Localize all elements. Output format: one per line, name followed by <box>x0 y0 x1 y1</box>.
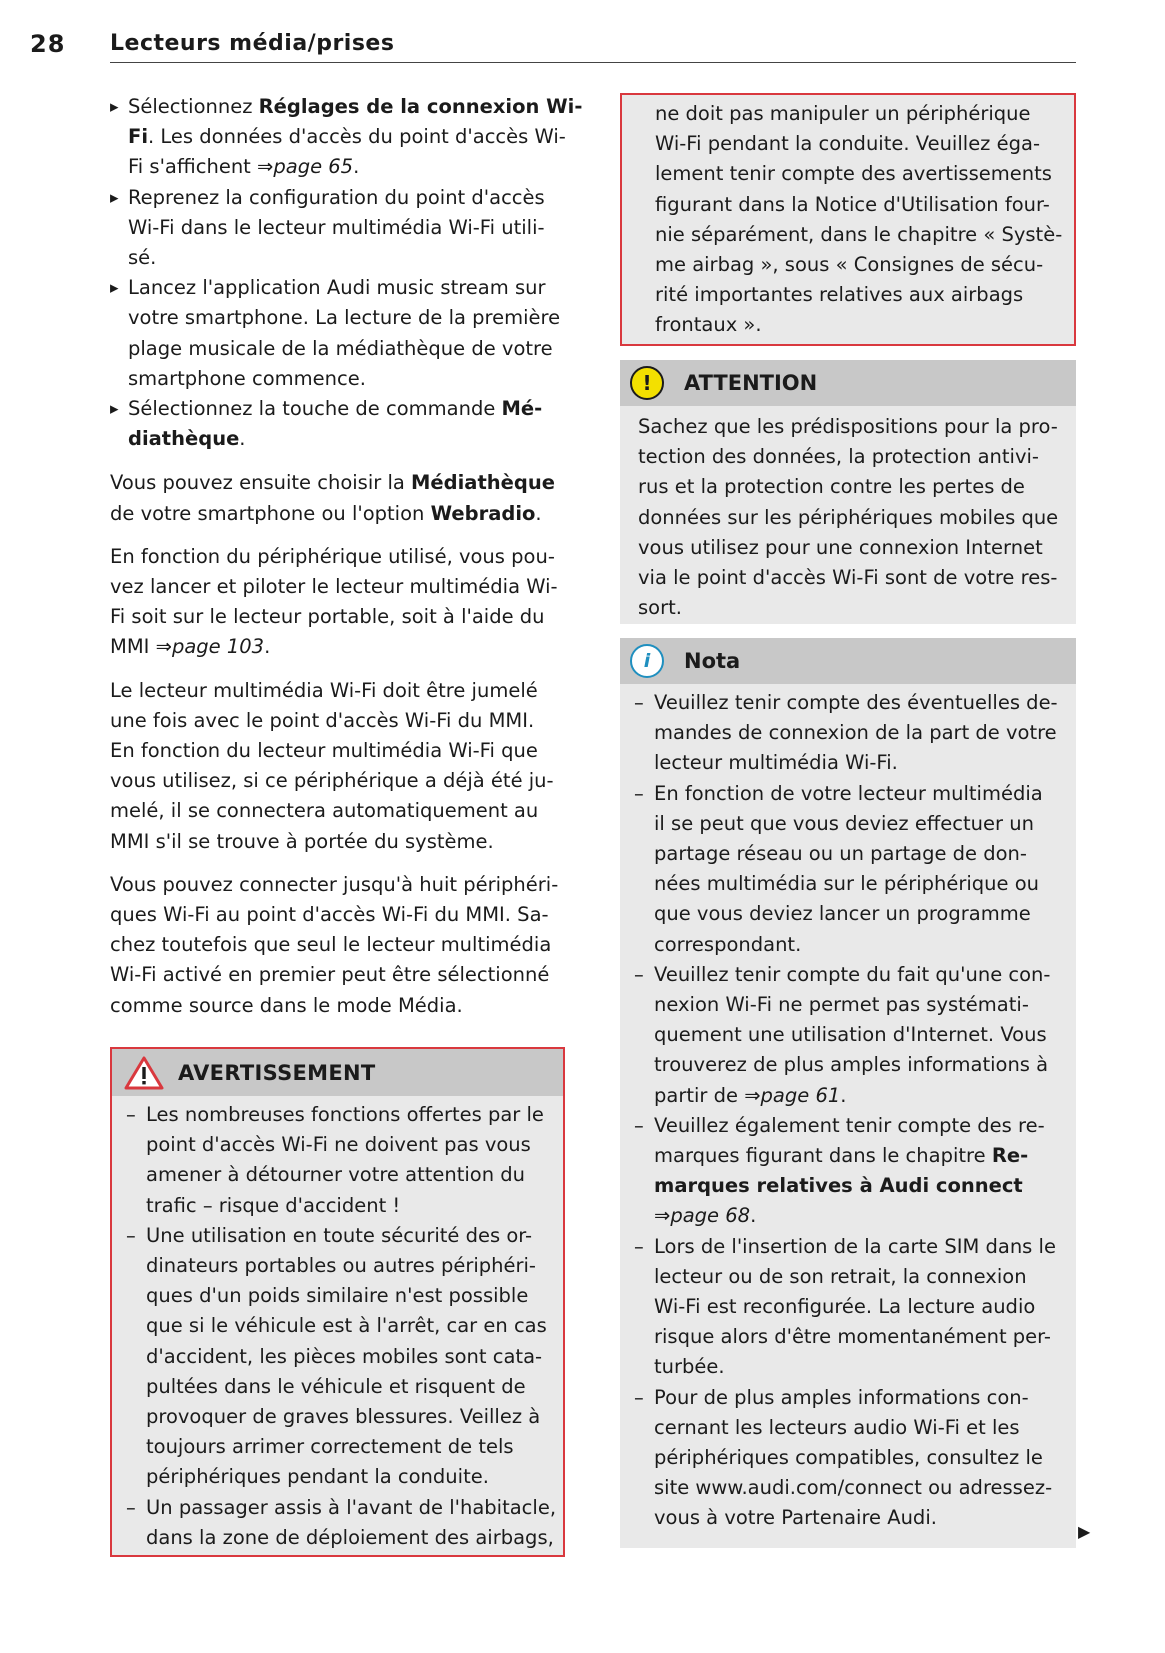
text-line: turbée. <box>654 1355 725 1379</box>
text-line: Wi-Fi pendant la conduite. Veuillez éga- <box>655 132 1040 156</box>
text-line: toujours arrimer correctement de tels <box>146 1435 514 1459</box>
page-reference-link[interactable]: ⇒page 65 <box>257 155 354 179</box>
text-line: lement tenir compte des avertissements <box>655 162 1052 186</box>
text-line: ques Wi-Fi au point d'accès Wi-Fi du MMI. Sa- <box>110 903 549 927</box>
text-line: figurant dans la Notice d'Utilisation four- <box>655 192 1050 216</box>
text-line: diathèque. <box>128 427 246 451</box>
text-line: MMI ⇒page 103. <box>110 635 271 659</box>
nota-item <box>632 688 1066 779</box>
text-line: Fi s'affichent ⇒page 65. <box>128 155 360 179</box>
text-line: melé, il se connectera automatiquement au <box>110 799 539 823</box>
nota-header <box>620 638 1076 684</box>
page-reference-link[interactable]: ⇒page 61 <box>744 1083 841 1107</box>
text-line: nie séparément, dans le chapitre « Systè- <box>655 222 1063 246</box>
text-line: Vous pouvez connecter jusqu'à huit périphéri- <box>110 872 559 896</box>
text-line: nexion Wi-Fi ne permet pas systémati- <box>654 993 1029 1017</box>
text-line: ques d'un poids similaire n'est possible <box>146 1284 529 1308</box>
text-line: via le point d'accès Wi-Fi sont de votre res- <box>638 566 1058 590</box>
page-reference-link[interactable]: ⇒page 103 <box>155 635 265 659</box>
text-line: Le lecteur multimédia Wi-Fi doit être jumelé <box>110 678 538 702</box>
nota-title: Nota <box>684 649 741 673</box>
text-line: ⇒page 68. <box>654 1204 757 1228</box>
text-line: quement une utilisation d'Internet. Vous <box>654 1023 1047 1047</box>
text-line: – Veuillez tenir compte des éventuelles de- <box>654 691 1058 714</box>
warning-box <box>110 1047 565 1557</box>
text-line: amener à détourner votre attention du <box>146 1163 526 1187</box>
nota-item <box>632 1232 1066 1383</box>
text-line: En fonction du lecteur multimédia Wi-Fi que <box>110 739 538 763</box>
text-line: MMI s'il se trouve à portée du système. <box>110 829 494 853</box>
text-line: – Une utilisation en toute sécurité des or- <box>146 1223 533 1247</box>
text-line: – Lors de l'insertion de la carte SIM dans le <box>654 1234 1056 1258</box>
text-line: marques figurant dans le chapitre Re- <box>654 1144 1029 1168</box>
attention-box <box>620 360 1076 624</box>
text-line: données sur les périphériques mobiles que <box>638 505 1059 529</box>
text-line: Vous pouvez ensuite choisir la Médiathèque <box>110 471 555 495</box>
text-line: marques relatives à Audi connect <box>654 1174 1023 1198</box>
nota-item <box>632 1383 1066 1534</box>
text-line: correspondant. <box>654 932 802 956</box>
text-line: Wi-Fi activé en premier peut être sélectionné <box>110 963 550 987</box>
text-line: vous à votre Partenaire Audi. <box>654 1506 937 1530</box>
warning-title: AVERTISSEMENT <box>178 1060 376 1085</box>
text-line: risque alors d'être momentanément per- <box>654 1325 1051 1349</box>
info-icon: i <box>630 644 664 678</box>
text-line: me airbag », sous « Consignes de sécu- <box>655 253 1044 277</box>
warning-continued <box>620 93 1076 346</box>
text-line: – Un passager assis à l'avant de l'habitacle, <box>146 1495 557 1519</box>
text-line: site www.audi.com/connect ou adressez- <box>654 1476 1053 1500</box>
text-line: partir de ⇒page 61. <box>654 1083 847 1107</box>
text-line: – Veuillez également tenir compte des re- <box>654 1113 1045 1137</box>
attention-icon: ! <box>630 366 664 400</box>
text-line: Fi soit sur le lecteur portable, soit à l'aide du <box>110 605 545 629</box>
text-line: Wi-Fi est reconfigurée. La lecture audio <box>654 1295 1036 1319</box>
text-line: – En fonction de votre lecteur multimédia <box>654 781 1043 805</box>
step-item <box>110 183 570 274</box>
header-rule <box>110 62 1076 63</box>
warning-item <box>124 1100 551 1221</box>
text-line: périphériques compatibles, consultez le <box>654 1446 1043 1470</box>
text-line: provoquer de graves blessures. Veillez à <box>146 1405 541 1429</box>
text-line: trafic – risque d'accident ! <box>146 1193 401 1217</box>
text-line: cernant les lecteurs audio Wi-Fi et les <box>654 1415 1020 1439</box>
text-line: une fois avec le point d'accès Wi-Fi du MMI. <box>110 708 535 732</box>
page-header-title: Lecteurs média/prises <box>110 31 395 56</box>
nota-box <box>620 638 1076 1548</box>
text-line: que si le véhicule est à l'arrêt, car en cas <box>146 1314 547 1338</box>
text-line: mandes de connexion de la part de votre <box>654 721 1057 745</box>
text-line: trouverez de plus amples informations à <box>654 1053 1049 1077</box>
step-item <box>110 273 570 394</box>
text-line: frontaux ». <box>655 313 762 337</box>
nota-item <box>632 779 1066 960</box>
text-line: lecteur ou de son retrait, la connexion <box>654 1264 1027 1288</box>
text-line: dinateurs portables ou autres périphéri- <box>146 1254 536 1278</box>
step-item <box>110 92 583 183</box>
attention-title: ATTENTION <box>684 371 818 395</box>
paragraph <box>110 676 570 857</box>
page-number: 28 <box>30 30 66 58</box>
text-line: que vous deviez lancer un programme <box>654 902 1031 926</box>
text-line: comme source dans le mode Média. <box>110 993 463 1017</box>
text-line: Fi. Les données d'accès du point d'accès Wi- <box>128 125 566 149</box>
text-line: sort. <box>638 596 682 620</box>
text-line: En fonction du périphérique utilisé, vous pou- <box>110 544 555 568</box>
text-line: vez lancer et piloter le lecteur multimédia Wi- <box>110 575 558 599</box>
text-line: sé. <box>128 246 157 270</box>
attention-header <box>620 360 1076 406</box>
step-item <box>110 394 570 454</box>
next-page-arrow-icon: ▶ <box>1078 1522 1091 1541</box>
text-line: partage réseau ou un partage de don- <box>654 842 1027 866</box>
warning-triangle-icon <box>124 1056 164 1090</box>
nota-item <box>632 1111 1066 1232</box>
text-line: – Pour de plus amples informations con- <box>654 1385 1029 1409</box>
text-line: Wi-Fi dans le lecteur multimédia Wi-Fi utili- <box>128 215 545 239</box>
nota-item <box>632 960 1066 1111</box>
attention-body <box>620 406 1076 623</box>
text-line: ▸ Sélectionnez Réglages de la connexion Wi- <box>128 95 583 118</box>
paragraph <box>110 870 570 1021</box>
text-line: ▸ Sélectionnez la touche de commande Mé- <box>128 397 543 421</box>
text-line: pultées dans le véhicule et risquent de <box>146 1374 526 1398</box>
text-line: chez toutefois que seul le lecteur multimédia <box>110 933 552 957</box>
text-line: Sachez que les prédispositions pour la pro- <box>638 415 1058 438</box>
text-line: ne doit pas manipuler un périphérique <box>655 102 1031 125</box>
text-line: il se peut que vous deviez effectuer un <box>654 811 1034 835</box>
text-line: ▸ Lancez l'application Audi music stream sur <box>128 276 546 300</box>
warning-item <box>124 1221 551 1493</box>
left-column <box>110 92 583 1021</box>
text-line: point d'accès Wi-Fi ne doivent pas vous <box>146 1133 531 1157</box>
text-line: ▸ Reprenez la configuration du point d'accès <box>128 185 545 209</box>
warning-item <box>124 1493 557 1553</box>
text-line: de votre smartphone ou l'option Webradio. <box>110 501 542 525</box>
text-line: plage musicale de la médiathèque de votre <box>128 336 553 360</box>
page-reference-link[interactable]: ⇒page 68 <box>654 1204 751 1228</box>
text-line: – Veuillez tenir compte du fait qu'une con- <box>654 962 1051 986</box>
warning-header <box>112 1049 563 1096</box>
text-line: rus et la protection contre les pertes de <box>638 475 1025 499</box>
paragraph <box>110 468 570 528</box>
text-line: vous utilisez pour une connexion Internet <box>638 535 1043 559</box>
text-line: vous utilisez, si ce périphérique a déjà été ju- <box>110 769 554 793</box>
text-line: d'accident, les pièces mobiles sont cata- <box>146 1344 543 1368</box>
text-line: périphériques pendant la conduite. <box>146 1465 489 1489</box>
text-line: nées multimédia sur le périphérique ou <box>654 872 1040 896</box>
paragraph <box>110 542 570 663</box>
text-line: – Les nombreuses fonctions offertes par le <box>146 1103 544 1126</box>
text-line: lecteur multimédia Wi-Fi. <box>654 751 898 775</box>
text-line: smartphone commence. <box>128 366 366 390</box>
text-line: votre smartphone. La lecture de la première <box>128 306 561 330</box>
text-line: tection des données, la protection antivi- <box>638 445 1039 469</box>
text-line: rité importantes relatives aux airbags <box>655 283 1024 307</box>
text-line: dans la zone de déploiement des airbags, <box>146 1525 554 1549</box>
